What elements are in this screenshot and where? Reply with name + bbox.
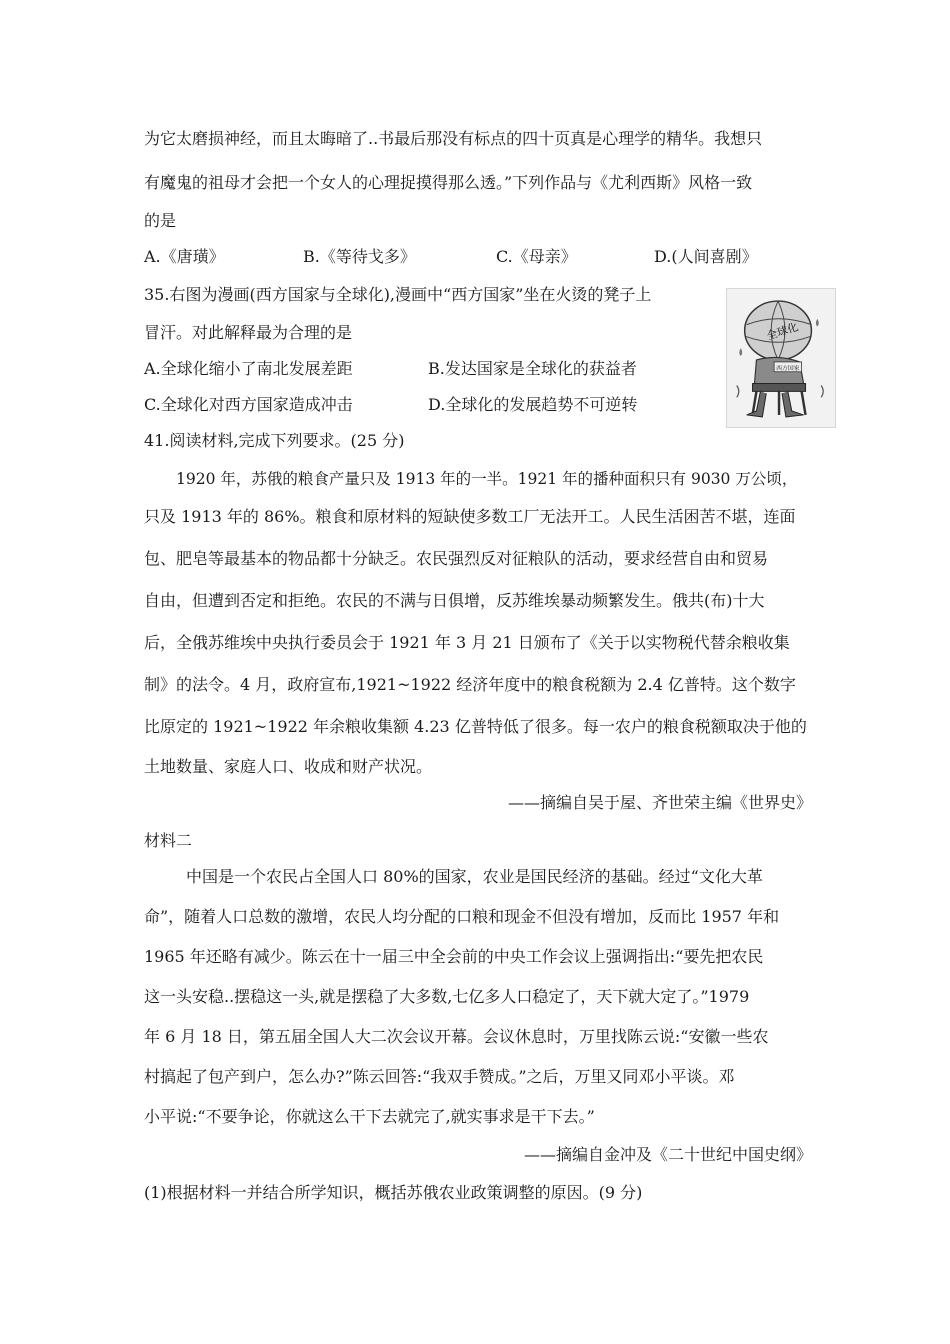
q34-option-d: D.(人间喜剧》	[654, 247, 758, 266]
material2-line-7: 小平说:“不要争论，你就这么干下去就完了,就实事求是干下去。”	[144, 1107, 595, 1126]
q34-option-c: C.《母亲》	[496, 247, 577, 266]
q34-line-3: 的是	[144, 211, 177, 230]
material2-line-2: 命”，随着人口总数的激增，农民人均分配的口粮和现金不但没有增加，反而比 1957 年和	[144, 907, 780, 926]
material1-line-5: 后，全俄苏维埃中央执行委员会于 1921 年 3 月 21 日颁布了《关于以实物税代替余粮收集	[144, 633, 790, 652]
material1-source: ——摘编自吴于屋、齐世荣主编《世界史》	[507, 793, 812, 812]
q34-line-1: 为它太磨损神经，而且太晦暗了..书最后那没有标点的四十页真是心理学的精华。我想只	[144, 129, 763, 148]
q35-option-c: C.全球化对西方国家造成冲击	[144, 395, 353, 414]
material2-line-4: 这一头安稳..摆稳这一头,就是摆稳了大多数,七亿多人口稳定了，天下就大定了。”1979	[144, 987, 750, 1006]
material1-line-7: 比原定的 1921~1922 年余粮收集额 4.23 亿普特低了很多。每一农户的粮食税额取决于他的	[144, 717, 807, 736]
q35-option-d: D.全球化的发展趋势不可逆转	[428, 395, 638, 414]
q41-subquestion-1: (1)根据材料一并结合所学知识，概括苏俄农业政策调整的原因。(9 分)	[144, 1183, 643, 1202]
q34-option-b: B.《等待戈多》	[303, 247, 416, 266]
material2-line-6: 村搞起了包产到户，怎么办?”陈云回答:“我双手赞成。”之后，万里又同邓小平谈。邓	[144, 1067, 735, 1086]
material2-title: 材料二	[144, 831, 193, 850]
material1-line-4: 自由，但遭到否定和拒绝。农民的不满与日俱增，反苏维埃暴动频繁发生。俄共(布)十大	[144, 591, 765, 610]
q35-option-a: A.全球化缩小了南北发展差距	[144, 359, 353, 378]
q35-line-1: 35.右图为漫画(西方国家与全球化),漫画中“西方国家”坐在火烫的凳子上	[144, 285, 652, 304]
cartoon-person-label: 西方国家	[776, 365, 800, 372]
material1-line-8: 土地数量、家庭人口、收成和财产状况。	[144, 757, 433, 776]
q41-heading: 41.阅读材料,完成下列要求。(25 分)	[144, 431, 405, 450]
material1-line-2: 只及 1913 年的 86%。粮食和原材料的短缺使多数工厂无法开工。人民生活困苦不堪，连面	[144, 507, 796, 526]
q35-line-2: 冒汗。对此解释最为合理的是	[144, 323, 353, 342]
q34-option-a: A.《唐璜》	[144, 247, 225, 266]
cartoon-globe-label: 全球化	[764, 320, 800, 343]
cartoon-drawing	[727, 289, 835, 427]
material1-line-6: 制》的法令。4 月，政府宣布,1921~1922 经济年度中的粮食税额为 2.4 亿普特。这个数字	[144, 675, 796, 694]
material2-source: ——摘编自金冲及《二十世纪中国史纲》	[523, 1145, 812, 1164]
material2-line-3: 1965 年还略有减少。陈云在十一届三中全会前的中央工作会议上强调指出:“要先把农民	[144, 947, 764, 966]
material1-line-3: 包、肥皂等最基本的物品都十分缺乏。农民强烈反对征粮队的活动，要求经营自由和贸易	[144, 549, 769, 568]
material1-line-1: 1920 年，苏俄的粮食产量只及 1913 年的一半。1921 年的播种面积只有 9030 万公顷，	[176, 470, 798, 488]
q34-line-2: 有魔鬼的祖母才会把一个女人的心理捉摸得那么透。”下列作品与《尤利西斯》风格一致	[144, 173, 753, 192]
material2-line-1: 中国是一个农民占全国人口 80%的国家，农业是国民经济的基础。经过“文化大革	[186, 867, 763, 886]
material2-line-5: 年 6 月 18 日，第五届全国人大二次会议开幕。会议休息时，万里找陈云说:“安徽一些农	[144, 1027, 769, 1046]
q35-option-b: B.发达国家是全球化的获益者	[428, 359, 637, 378]
globalization-cartoon-image	[726, 288, 836, 428]
